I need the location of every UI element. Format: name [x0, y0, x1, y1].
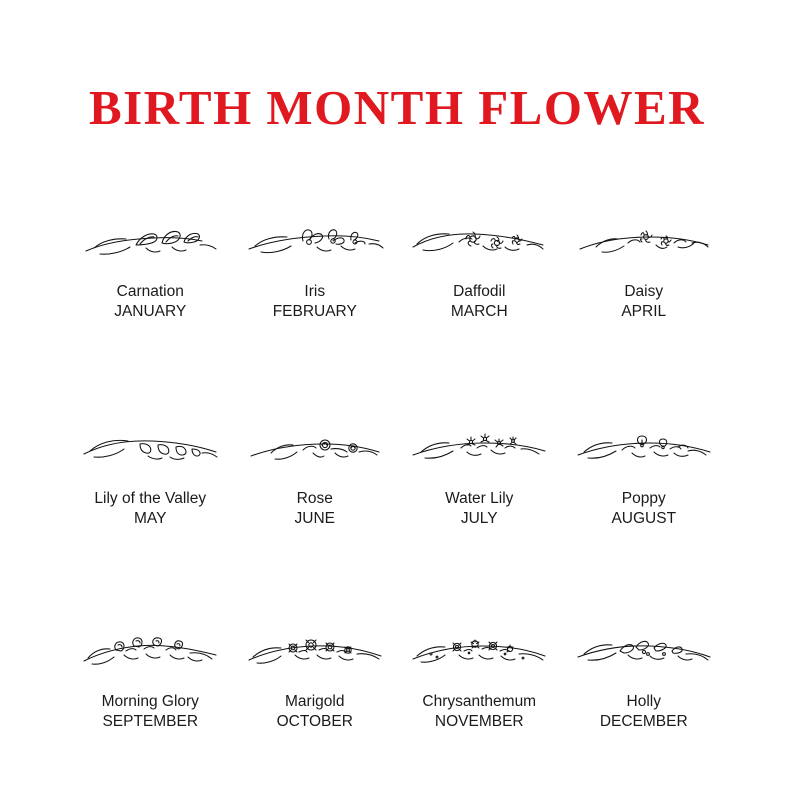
list-item-caption	[445, 489, 513, 530]
flower-name: Chrysanthemum	[422, 693, 537, 710]
list-item-caption	[94, 489, 206, 530]
rose-sprig-icon	[240, 421, 390, 483]
list-item	[68, 606, 233, 811]
list-item	[562, 196, 727, 401]
list-item-caption	[422, 692, 536, 733]
flower-month: NOVEMBER	[434, 713, 524, 731]
flower-name: Poppy	[621, 490, 666, 507]
flower-name: Iris	[304, 283, 326, 300]
flower-month: JUNE	[294, 510, 335, 528]
poppy-sprig-icon	[569, 421, 719, 483]
water-lily-sprig-icon	[404, 421, 554, 483]
list-item	[562, 606, 727, 811]
flower-month: OCTOBER	[276, 713, 353, 731]
flower-month: APRIL	[621, 303, 667, 321]
chrysanthemum-sprig-icon	[404, 624, 554, 686]
list-item-caption	[611, 489, 676, 530]
flower-grid	[68, 196, 726, 811]
flower-month: AUGUST	[611, 510, 677, 528]
lily-of-the-valley-sprig-icon	[75, 421, 225, 483]
list-item-caption	[451, 282, 508, 323]
list-item-caption	[277, 692, 353, 733]
list-item-caption	[102, 692, 199, 733]
list-item-caption	[621, 282, 666, 323]
marigold-sprig-icon	[240, 624, 390, 686]
flower-name: Marigold	[285, 693, 345, 710]
list-item	[233, 196, 398, 401]
carnation-sprig-icon	[75, 214, 225, 276]
flower-name: Daisy	[624, 283, 664, 300]
list-item	[397, 606, 562, 811]
flower-month: SEPTEMBER	[102, 713, 199, 731]
flower-month: JANUARY	[114, 303, 187, 321]
list-item-caption	[600, 692, 688, 733]
flower-name: Carnation	[116, 283, 184, 300]
list-item	[397, 401, 562, 606]
flower-month: FEBRUARY	[272, 303, 357, 321]
flower-month: JULY	[460, 510, 498, 528]
list-item	[68, 401, 233, 606]
flower-name: Daffodil	[453, 283, 506, 300]
flower-name: Rose	[296, 490, 333, 507]
list-item	[397, 196, 562, 401]
flower-month: MAY	[134, 510, 167, 528]
flower-name: Morning Glory	[101, 693, 199, 710]
flower-month: MARCH	[450, 303, 508, 321]
morning-glory-sprig-icon	[75, 624, 225, 686]
list-item-caption	[273, 282, 357, 323]
daffodil-sprig-icon	[404, 214, 554, 276]
list-item	[68, 196, 233, 401]
iris-sprig-icon	[240, 214, 390, 276]
list-item-caption	[295, 489, 335, 530]
list-item	[233, 606, 398, 811]
page-title: BIRTH MONTH FLOWER	[88, 80, 706, 135]
holly-sprig-icon	[569, 624, 719, 686]
flower-month: DECEMBER	[599, 713, 688, 731]
flower-name: Water Lily	[445, 490, 514, 507]
list-item	[562, 401, 727, 606]
flower-name: Lily of the Valley	[94, 490, 207, 507]
flower-name: Holly	[626, 693, 661, 710]
daisy-sprig-icon	[569, 214, 719, 276]
list-item	[233, 401, 398, 606]
list-item-caption	[114, 282, 186, 323]
